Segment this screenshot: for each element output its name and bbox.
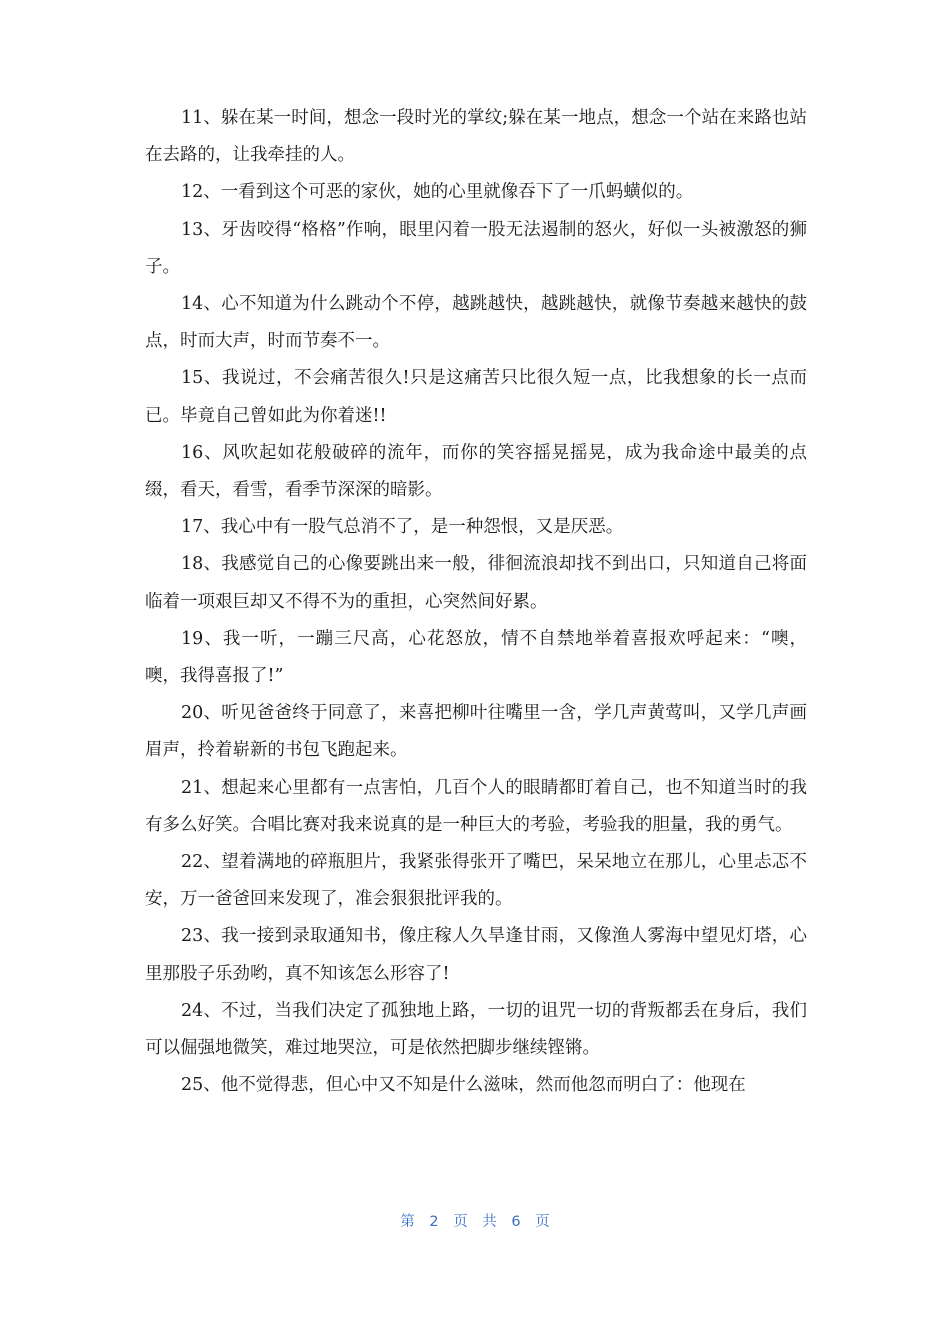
paragraph-12: 12、一看到这个可恶的家伙，她的心里就像吞下了一爪蚂蟥似的。 [181, 182, 694, 203]
paragraph-22: 22、望着满地的碎瓶胆片，我紧张得张开了嘴巴，呆呆地立在那儿，心里忐忑不安，万一爸爸回来发现了，准会狠狠批评我的。 [145, 852, 807, 910]
paragraph-11: 11、躲在某一时间，想念一段时光的掌纹;躲在某一地点，想念一个站在来路也站在去路的，让我牵挂的人。 [145, 108, 807, 166]
paragraph-13: 13、牙齿咬得“格格”作响，眼里闪着一股无法遏制的怒火，好似一头被激怒的狮子。 [145, 219, 807, 277]
footer-word-di: 第 [400, 1214, 415, 1230]
footer-total-pages: 6 [511, 1214, 521, 1230]
footer-word-ye: 页 [453, 1214, 468, 1230]
paragraph-14: 14、心不知道为什么跳动个不停，越跳越快，越跳越快，就像节奏越来越快的鼓点，时而大声，时而节奏不一。 [145, 294, 807, 352]
paragraph-15: 15、我说过，不会痛苦很久!只是这痛苦只比很久短一点，比我想象的长一点而已。毕竟自己曾如此为你着迷!! [145, 368, 807, 426]
paragraph-21: 21、想起来心里都有一点害怕，几百个人的眼睛都盯着自己，也不知道当时的我有多么好笑。合唱比赛对我来说真的是一种巨大的考验，考验我的胆量，我的勇气。 [145, 777, 807, 835]
paragraph-18: 18、我感觉自己的心像要跳出来一般，徘徊流浪却找不到出口，只知道自己将面临着一项艰巨却又不得不为的重担，心突然间好累。 [145, 554, 807, 612]
paragraph-23: 23、我一接到录取通知书，像庄稼人久旱逢甘雨，又像渔人雾海中望见灯塔，心里那股子乐劲哟，真不知该怎么形容了! [145, 926, 807, 984]
paragraph-20: 20、听见爸爸终于同意了，来喜把柳叶往嘴里一含，学几声黄莺叫，又学几声画眉声，拎着崭新的书包飞跑起来。 [145, 703, 807, 761]
paragraph-24: 24、不过，当我们决定了孤独地上路，一切的诅咒一切的背叛都丢在身后，我们可以倔强地微笑，难过地哭泣，可是依然把脚步继续铿锵。 [145, 1000, 807, 1059]
footer-word-ye-end: 页 [535, 1214, 550, 1230]
paragraph-19: 19、我一听，一蹦三尺高，心花怒放，情不自禁地举着喜报欢呼起来：“噢，噢，我得喜报了!” [145, 628, 807, 687]
document-body [145, 100, 807, 1104]
footer-word-gong: 共 [482, 1214, 497, 1230]
page-footer [0, 1210, 950, 1231]
footer-current-page: 2 [429, 1214, 439, 1230]
paragraph-16: 16、风吹起如花般破碎的流年，而你的笑容摇晃摇晃，成为我命途中最美的点缀，看天，看雪，看季节深深的暗影。 [145, 442, 807, 501]
paragraph-25: 25、他不觉得悲，但心中又不知是什么滋味，然而他忽而明白了：他现在 [181, 1075, 746, 1096]
paragraph-17: 17、我心中有一股气总消不了，是一种怨恨，又是厌恶。 [181, 517, 624, 538]
